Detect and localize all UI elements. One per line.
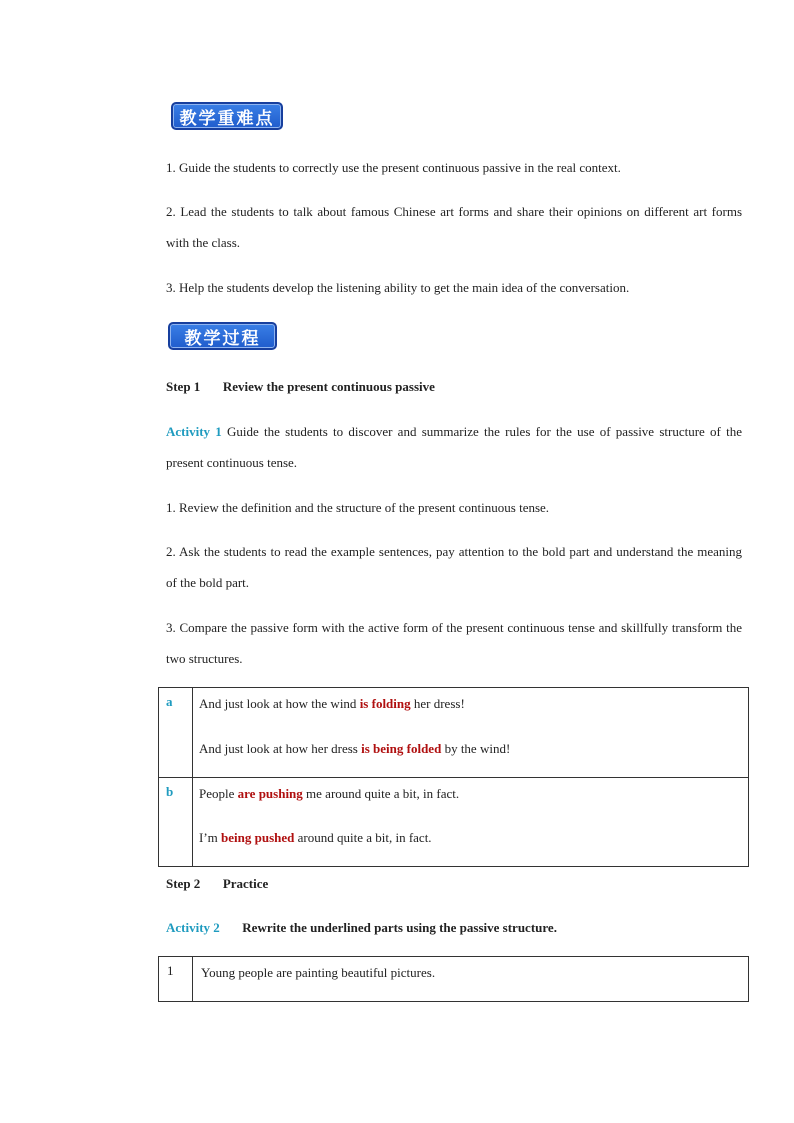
activity1-paragraph <box>166 416 742 478</box>
sentence-text: by the wind! <box>441 741 511 756</box>
example-sentence-passive <box>199 739 754 759</box>
example-key-cell <box>159 778 193 867</box>
example-sentence-active <box>199 784 754 804</box>
exercise-number-cell <box>159 957 193 1002</box>
example-content-cell <box>193 778 749 867</box>
activity2-heading <box>166 912 742 943</box>
step1-heading <box>166 371 742 402</box>
sentence-text: People <box>199 786 238 801</box>
section-banner-key-points <box>171 102 283 130</box>
objective-1: 1. Guide the students to correctly use the present continuous passive in the real context. <box>166 160 621 175</box>
highlighted-verb: being pushed <box>221 830 295 845</box>
example-sentence-passive <box>199 828 754 848</box>
exercise-number: 1 <box>167 963 174 978</box>
objective-2: 2. Lead the students to talk about famous Chinese art forms and share their opinions on different art forms with the class. <box>166 204 742 250</box>
activity1-item-3: 3. Compare the passive form with the active form of the present continuous tense and skillfully transform the two structures. <box>166 620 742 666</box>
table-row <box>159 778 749 867</box>
sentence-text: me around quite a bit, in fact. <box>302 786 460 801</box>
activity1-text: Guide the students to discover and summarize the rules for the use of passive structure of the present continuous tense. <box>166 424 743 470</box>
example-key: a <box>166 694 173 709</box>
table-row <box>159 688 749 778</box>
examples-table <box>158 687 749 867</box>
section-banner-process <box>168 322 277 350</box>
exercise-text-cell <box>193 957 749 1002</box>
example-sentence-active <box>199 694 754 714</box>
activity2-label: Activity 2 <box>166 920 220 935</box>
exercise-sentence: Young people are painting beautiful pictures. <box>201 965 436 980</box>
example-key: b <box>166 784 174 799</box>
banner-title: 教学重难点 <box>179 108 275 129</box>
example-key-cell <box>159 688 193 778</box>
step2-title: Practice <box>222 876 269 891</box>
step2-label: Step 2 <box>166 876 201 891</box>
sentence-text: around quite a bit, in fact. <box>294 830 432 845</box>
highlighted-verb: is being folded <box>361 741 442 756</box>
step1-label: Step 1 <box>166 379 201 394</box>
activity2-title: Rewrite the underlined parts using the passive structure. <box>242 920 557 935</box>
sentence-text: her dress! <box>410 696 465 711</box>
banner-title: 教学过程 <box>184 328 261 349</box>
objective-3: 3. Help the students develop the listening ability to get the main idea of the conversation. <box>166 280 630 295</box>
table-row <box>159 957 749 1002</box>
activity1-item-2: 2. Ask the students to read the example sentences, pay attention to the bold part and understand the meaning of the bold part. <box>166 544 742 590</box>
highlighted-verb: are pushing <box>237 786 303 801</box>
exercise-table <box>158 956 749 1002</box>
sentence-text: And just look at how the wind <box>199 696 360 711</box>
activity1-label: Activity 1 <box>166 424 222 439</box>
highlighted-verb: is folding <box>359 696 411 711</box>
example-content-cell <box>193 688 749 778</box>
activity1-item-1: 1. Review the definition and the structure of the present continuous tense. <box>166 500 550 515</box>
step2-heading <box>166 868 742 899</box>
sentence-text: I’m <box>199 830 222 845</box>
sentence-text: And just look at how her dress <box>199 741 362 756</box>
step1-title: Review the present continuous passive <box>222 379 435 394</box>
